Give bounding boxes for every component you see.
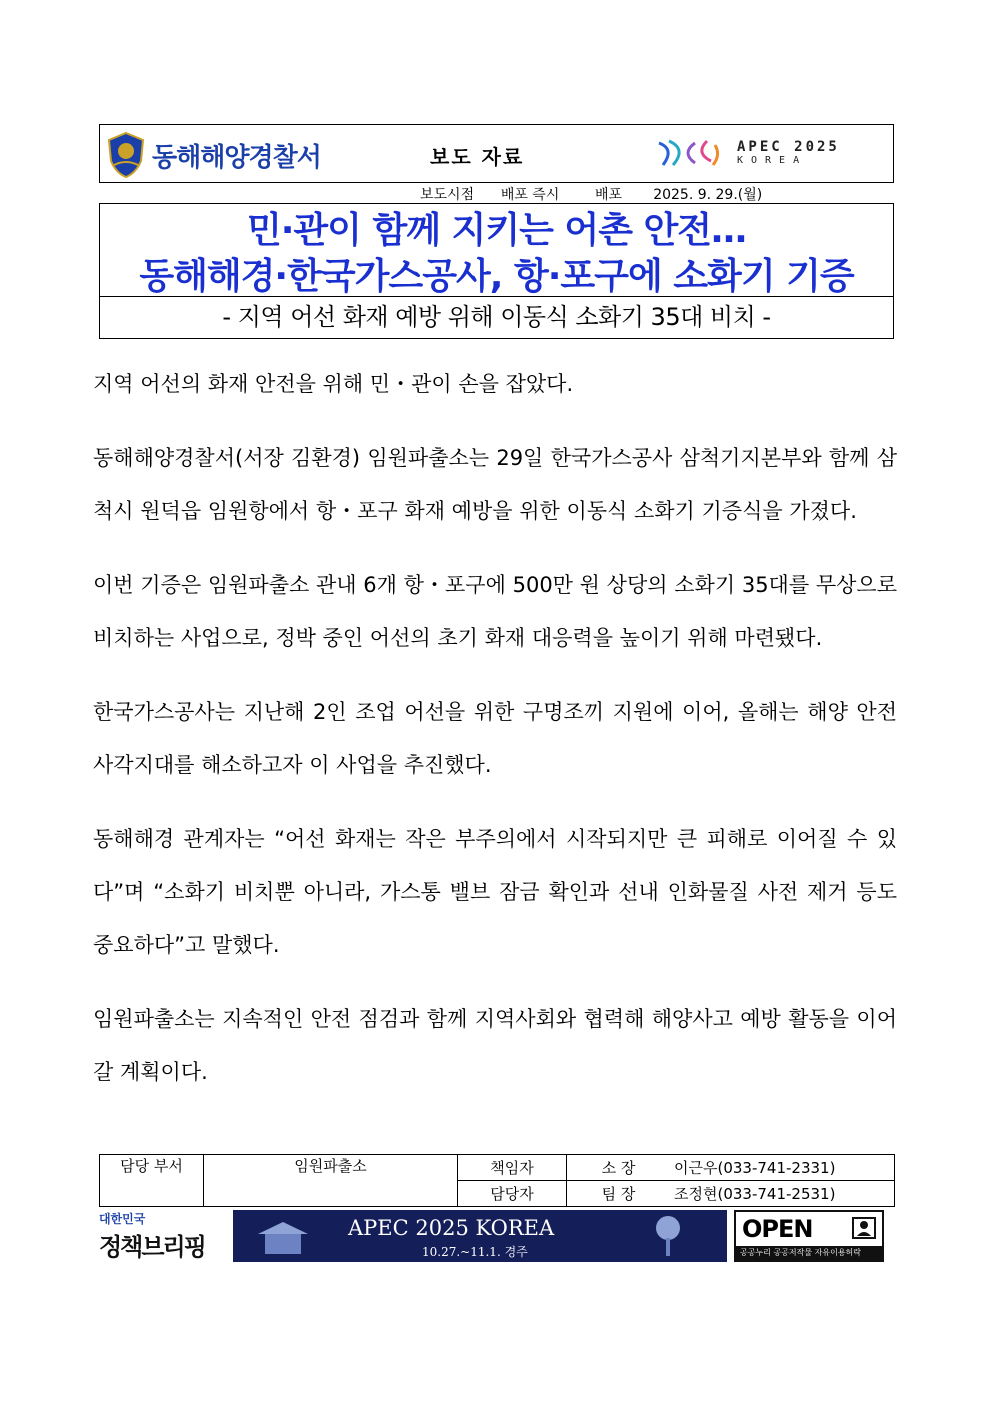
staff-label: 담당자 [458,1181,567,1207]
paragraph: 지역 어선의 화재 안전을 위해 민・관이 손을 잡았다. [93,372,574,396]
resp-title: 소 장 [567,1155,671,1181]
staff-title: 팀 장 [567,1181,671,1207]
apec-sub: KOREA [737,154,808,166]
staff-name: 조정현(033-741-2531) [670,1181,895,1207]
header-box [99,124,894,183]
resp-label: 책임자 [458,1155,567,1181]
article-body [93,358,897,1120]
contact-table [99,1154,895,1207]
brief-top: 대한민국 [99,1212,146,1226]
paragraph: 동해해양경찰서(서장 김환경) 임원파출소는 29일 한국가스공사 삼척기지본부와 함께 삼척시 원덕읍 임원항에서 항・포구 화재 예방을 위한 이동식 소화기 기증식을 가졌다. [93,446,897,523]
paragraph: 이번 기증은 임원파출소 관내 6개 항・포구에 500만 원 상당의 소화기 35대를 무상으로 비치하는 사업으로, 정박 중인 어선의 초기 화재 대응력을 높이기 위해 마련됐다. [93,573,897,650]
brief-main: 정책브리핑 [99,1233,205,1261]
paragraph: 동해해경 관계자는 “어선 화재는 작은 부주의에서 시작되지만 큰 피해로 이어질 수 있다”며 “소화기 비치뿐 아니라, 가스통 밸브 잠금 확인과 선내 인화물질 사전 제거 등도 중요하다”고 말했다. [93,827,897,957]
org-block [106,131,321,179]
footer-banners [99,1208,895,1264]
dept-label: 담당 부서 [100,1155,204,1207]
org-name: 동해해양경찰서 [152,142,321,173]
kogl-open-badge[interactable] [734,1210,884,1262]
release-date: 2025. 9. 29.(월) [653,187,763,203]
resp-name: 이근우(033-741-2331) [670,1155,895,1181]
hanok-icon [253,1212,313,1260]
headline-1: 민·관이 함께 지키는 어촌 안전… [246,210,747,251]
open-sub: 공공누리 공공저작물 자유이용허락 [736,1246,882,1260]
headline-2: 동해해경·한국가스공사, 항·포구에 소화기 기증 [139,256,854,297]
coast-guard-emblem-icon [106,131,146,179]
apec-banner-title: APEC 2025 KOREA [348,1216,555,1240]
policy-briefing-logo[interactable] [99,1210,229,1262]
apec-banner[interactable] [233,1210,727,1262]
release-label: 보도시점 [420,187,475,203]
apec-logo [655,135,840,169]
title-box [99,203,894,339]
paragraph: 한국가스공사는 지난해 2인 조업 어선을 위한 구명조끼 지원에 이어, 올해는 해양 안전 사각지대를 해소하고자 이 사업을 추진했다. [93,700,897,777]
apec-banner-dates: 10.27.~11.1. 경주 [422,1245,528,1259]
apec-swirl-icon [655,135,725,169]
release-mode: 배포 즉시 [500,187,560,203]
apec-title: APEC 2025 [737,138,840,155]
dept-name: 임원파출소 [204,1155,458,1207]
open-title: OPEN [742,1215,813,1243]
paragraph: 임원파출소는 지속적인 안전 점검과 함께 지역사회와 협력해 해양사고 예방 활동을 이어갈 계획이다. [93,1007,897,1084]
doc-type: 보도 자료 [430,145,525,169]
subtitle: - 지역 어선 화재 예방 위해 이동식 소화기 35대 비치 - [100,296,893,338]
release-label2: 배포 [594,187,623,203]
person-icon [852,1217,876,1239]
release-info [420,184,762,204]
tree-icon [643,1212,693,1260]
